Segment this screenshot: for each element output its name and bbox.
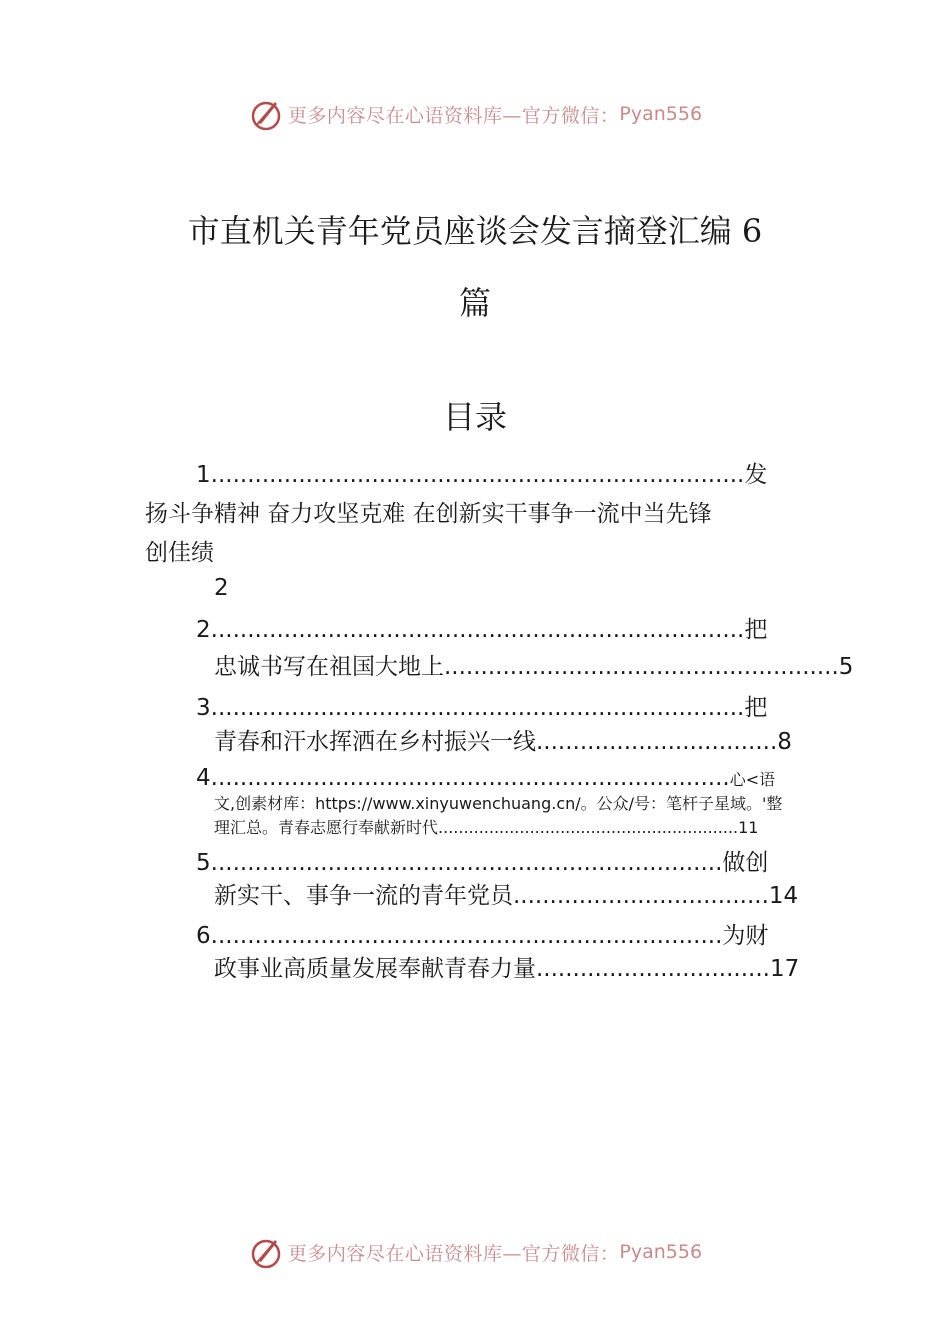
quill-logo-icon [248,96,284,132]
toc-entry-4-line1[interactable] [196,767,775,790]
banner-wechat-id: Pyan556 [619,1241,703,1263]
toc-entry-4-title: 理汇总。青春志愿行奉献新时代 [214,818,439,837]
leader-dots: ........................................................................ [217,617,745,643]
toc-entry-4-page: 11 [738,818,759,837]
quill-logo-icon [248,1234,284,1270]
leader-dots: ........................................................................ [217,695,745,721]
toc-entry-4-lead: 心<语 [729,770,776,789]
toc-entry-5-lead: 做创 [722,850,769,876]
toc-entry-3-number: 3. [196,695,218,721]
toc-entry-1-number: 1. [196,462,218,488]
toc-entry-6-line2[interactable] [214,958,799,981]
toc-entry-4-line3[interactable] [214,820,758,836]
banner-text: 更多内容尽在心语资料库—官方微信： [287,104,620,127]
leader-dots: ........................................................................ [217,462,745,488]
toc-entry-3-title: 青春和汗水挥洒在乡村振兴一线 [214,729,536,755]
leader-dots: ................................ [536,956,770,982]
toc-entry-1-line3[interactable]: 创佳绩 [145,540,214,566]
toc-heading: 目录 [442,398,507,436]
toc-entry-2-line1[interactable] [196,619,767,642]
toc-entry-6-number: 6. [196,923,218,949]
toc-entry-1-line1[interactable] [196,464,767,487]
toc-entry-5-line2[interactable] [214,885,798,908]
header-banner [0,94,950,134]
toc-entry-3-page: 8 [777,729,792,755]
toc-entry-5-number: 5. [196,850,218,876]
toc-entry-3-line1[interactable] [196,697,767,720]
toc-entry-2-title: 忠诚书写在祖国大地上 [214,654,444,680]
toc-entry-6-title: 政事业高质量发展奉献青春力量 [214,956,536,982]
banner-wechat-id: Pyan556 [619,103,703,125]
toc-entry-1-lead: 发 [744,462,768,488]
leader-dots: ..................................................................... [217,850,723,876]
leader-dots: ........................................................... [438,818,739,837]
leader-dots: ...................................................... [444,654,839,680]
toc-entry-4-line2[interactable]: 文,创素材库：https://www.xinyuwenchuang.cn/。公众/号：笔杆子星域。'整 [214,794,783,813]
toc-entry-2-line2[interactable] [214,656,853,679]
toc-entry-1-line2[interactable]: 扬斗争精神 奋力攻坚克难 在创新实干事争一流中当先锋 [145,501,712,527]
toc-entry-2-page: 5 [838,654,854,680]
banner-text: 更多内容尽在心语资料库—官方微信： [287,1242,620,1265]
toc-entry-5-title: 新实干、事争一流的青年党员 [214,883,513,909]
leader-dots: ................................. [536,729,778,755]
toc-entry-1-page[interactable]: 2 [214,575,229,601]
toc-entry-5-page: 14 [768,883,799,909]
leader-dots: ..................................................................... [217,923,723,949]
document-title-line1: 市直机关青年党员座谈会发言摘登汇编 6 [187,212,763,250]
toc-entry-4-number: 4. [196,765,218,791]
toc-entry-5-line1[interactable] [196,852,768,875]
toc-entry-3-lead: 把 [744,695,768,721]
toc-entry-2-lead: 把 [744,617,768,643]
leader-dots: ...................................................................... [217,765,730,791]
toc-entry-6-lead: 为财 [722,923,769,949]
toc-entry-2-number: 2. [196,617,218,643]
toc-entry-6-page: 17 [769,956,800,982]
toc-entry-6-line1[interactable] [196,925,768,948]
footer-banner [0,1232,950,1272]
document-title-line2: 篇 [458,284,491,322]
toc-entry-3-line2[interactable] [214,731,792,754]
leader-dots: ................................... [513,883,769,909]
